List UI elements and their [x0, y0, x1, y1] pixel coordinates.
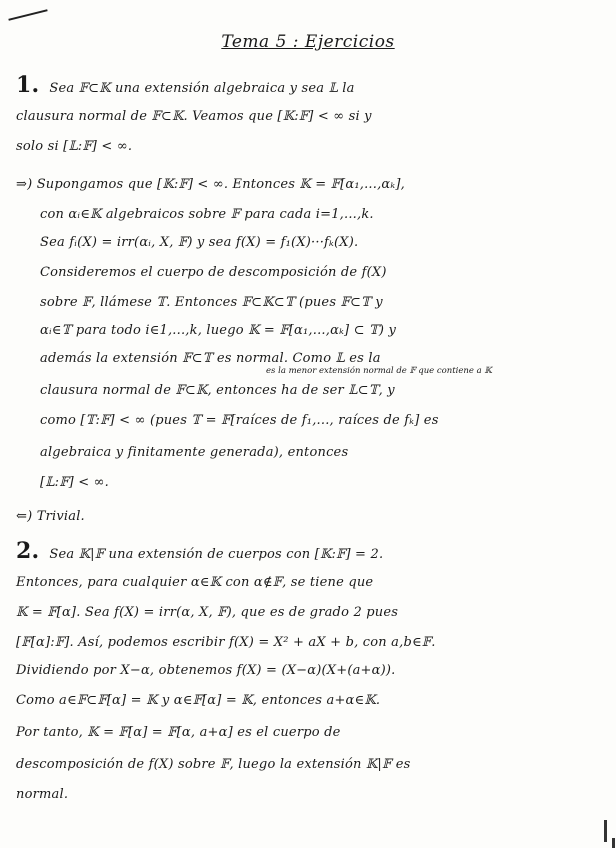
ex2-line: 2. Sea 𝕂|𝔽 una extensión de cuerpos con [𝕂:𝔽] = 2.	[16, 538, 384, 564]
ex1-reverse-direction: ⇐) Trivial.	[16, 509, 85, 524]
ex1-proof-line: como [𝕋:𝔽] < ∞ (pues 𝕋 = 𝔽[raíces de f₁,..., raíces de fₖ] es	[40, 413, 439, 428]
ex1-proof-line: sobre 𝔽, llámese 𝕋. Entonces 𝔽⊂𝕂⊂𝕋 (pues 𝔽⊂𝕋 y	[40, 295, 383, 310]
ex1-proof-line: con αᵢ∈𝕂 algebraicos sobre 𝔽 para cada i=1,...,k.	[40, 207, 374, 222]
page-edge-mark	[604, 820, 607, 842]
ex2-line: normal.	[16, 787, 69, 802]
ex1-statement-line: 1. Sea 𝔽⊂𝕂 una extensión algebraica y sea 𝕃 la	[16, 72, 355, 98]
ex1-statement-line: clausura normal de 𝔽⊂𝕂. Veamos que [𝕂:𝔽] < ∞ si y	[16, 109, 372, 124]
ex1-statement-line: solo si [𝕃:𝔽] < ∞.	[16, 139, 133, 154]
ex1-proof-line: Consideremos el cuerpo de descomposición de f(X)	[40, 265, 387, 280]
ex2-line: descomposición de f(X) sobre 𝔽, luego la extensión 𝕂|𝔽 es	[16, 757, 411, 772]
ex2-line: 𝕂 = 𝔽[α]. Sea f(X) = irr(α, X, 𝔽), que es de grado 2 pues	[16, 605, 399, 620]
page-title: Tema 5 : Ejercicios	[221, 32, 395, 52]
ex1-interlinear-note: es la menor extensión normal de 𝔽 que contiene a 𝕂	[266, 366, 492, 376]
ex2-line: Entonces, para cualquier α∈𝕂 con α∉𝔽, se tiene que	[16, 575, 374, 590]
page-edge-mark	[612, 838, 615, 848]
ex2-number: 2.	[16, 538, 40, 564]
ex1-number: 1.	[16, 72, 40, 98]
ex2-line: Por tanto, 𝕂 = 𝔽[α] = 𝔽[α, a+α] es el cuerpo de	[16, 725, 341, 740]
ex1-proof-line: algebraica y finitamente generada), entonces	[40, 445, 349, 460]
ex2-line: Dividiendo por X−α, obtenemos f(X) = (X−α)(X+(a+α)).	[16, 663, 396, 678]
ex1-proof-line: Sea fᵢ(X) = irr(αᵢ, X, 𝔽) y sea f(X) = f₁(X)···fₖ(X).	[40, 235, 359, 250]
ex1-proof-line: [𝕃:𝔽] < ∞.	[40, 475, 110, 490]
ex2-line: Como a∈𝔽⊂𝔽[α] = 𝕂 y α∈𝔽[α] = 𝕂, entonces a+α∈𝕂.	[16, 693, 381, 708]
ex1-proof-line: ⇒) Supongamos que [𝕂:𝔽] < ∞. Entonces 𝕂 = 𝔽[α₁,...,αₖ],	[16, 177, 405, 192]
ex2-line: [𝔽[α]:𝔽]. Así, podemos escribir f(X) = X² + aX + b, con a,b∈𝔽.	[16, 635, 436, 650]
ex1-proof-line: además la extensión 𝔽⊂𝕋 es normal. Como 𝕃 es la	[40, 351, 381, 366]
ex1-proof-line: αᵢ∈𝕋 para todo i∈1,...,k, luego 𝕂 = 𝔽[α₁,...,αₖ] ⊂ 𝕋) y	[40, 323, 397, 338]
ex1-proof-line: clausura normal de 𝔽⊂𝕂, entonces ha de ser 𝕃⊂𝕋, y	[40, 383, 395, 398]
pen-stroke-mark	[8, 9, 47, 21]
